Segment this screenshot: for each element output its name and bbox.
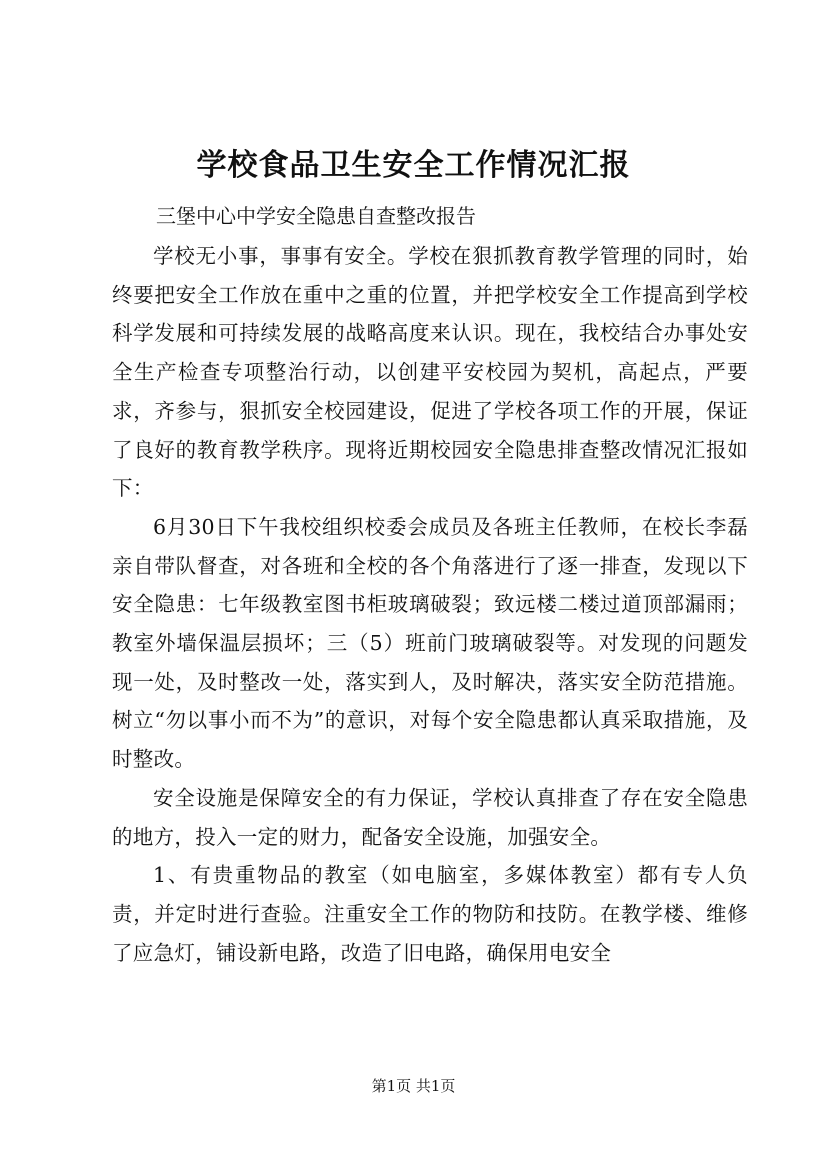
document-title: 学校食品卫生安全工作情况汇报	[196, 148, 631, 183]
paragraph: 1、有贵重物品的教室（如电脑室，多媒体教室）都有专人负责，并定时进行查验。注重安全工作的物防和技防。在教学楼、维修了应急灯，铺设新电路，改造了旧电路，确保用电安全	[112, 863, 748, 965]
paragraph: 6月30日下午我校组织校委会成员及各班主任教师，在校长李磊亲自带队督查，对各班和全校的各个角落进行了逐一排查，发现以下安全隐患：七年级教室图书柜玻璃破裂；致远楼二楼过道顶部漏雨；教室外墙保温层损坏；三（5）班前门玻璃破裂等。对发现的问题发现一处，及时整改一处，落实到人，及时解决，落实安全防范措施。树立“勿以事小而不为”的意识，对每个安全隐患都认真采取措施，及时整改。	[112, 514, 748, 772]
page-footer: 第1页 共1页	[371, 1077, 456, 1095]
document-subtitle: 三堡中心中学安全隐患自查整改报告	[156, 204, 476, 228]
paragraph: 安全设施是保障安全的有力保证，学校认真排查了存在安全隐患的地方，投入一定的财力，配备安全设施，加强安全。	[112, 785, 748, 849]
document-body	[112, 237, 748, 972]
paragraph: 学校无小事，事事有安全。学校在狠抓教育教学管理的同时，始终要把安全工作放在重中之重的位置，并把学校安全工作提高到学校科学发展和可持续发展的战略高度来认识。现在，我校结合办事处安全生产检查专项整治行动，以创建平安校园为契机，高起点，严要求，齐参与，狠抓安全校园建设，促进了学校各项工作的开展，保证了良好的教育教学秩序。现将近期校园安全隐患排查整改情况汇报如下：	[112, 244, 748, 501]
